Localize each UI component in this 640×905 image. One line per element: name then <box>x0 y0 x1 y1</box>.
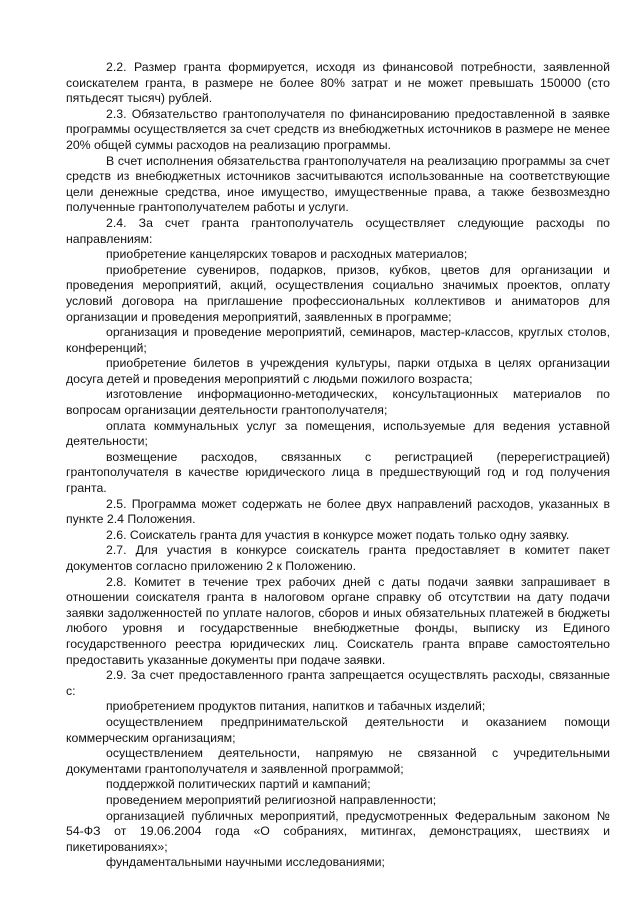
paragraph-2-5: 2.5. Программа может содержать не более двух направлений расходов, указанных в пункте 2.4 Положения. <box>66 496 610 527</box>
list-item-public-events: организацией публичных мероприятий, предусмотренных Федеральным законом № 54-ФЗ от 19.06.2004 года «О собраниях, митингах, демонстрациях, шествиях и пикетированиях»; <box>66 808 610 854</box>
document-page <box>66 60 610 871</box>
paragraph-2-2: 2.2. Размер гранта формируется, исходя из финансовой потребности, заявленной соискателем гранта, в размере не более 80% затрат и не может превышать 150000 (сто пятьдесят тысяч) рублей. <box>66 60 610 106</box>
paragraph-2-4: 2.4. За счет гранта грантополучатель осуществляет следующие расходы по направлениям: <box>66 215 610 246</box>
paragraph-2-6: 2.6. Соискатель гранта для участия в конкурсе может подать только одну заявку. <box>106 527 570 542</box>
list-item-political: поддержкой политических партий и кампаний; <box>106 777 371 792</box>
paragraph-2-9: 2.9. За счет предоставленного гранта запрещается осуществлять расходы, связанные с: <box>66 668 610 698</box>
list-item-events: организация и проведение мероприятий, семинаров, мастер-классов, круглых столов, конференций; <box>66 325 610 355</box>
list-item-souvenirs: приобретение сувениров, подарков, призов, кубков, цветов для организации и проведения мероприятий, акций, осуществления социально значимых проектов, оплату условий договора на приглашение профессиональных коллективов и аниматоров для организации и проведения мероприятий, заявленных в программе; <box>66 262 610 324</box>
list-item-registration: возмещение расходов, связанных с регистрацией (перерегистрацией) грантополучателя в качестве юридического лица в предшествующий год и год получения гранта. <box>66 449 610 496</box>
paragraph-2-3: 2.3. Обязательство грантополучателя по финансированию предоставленной в заявке программы осуществляется за счет средств из внебюджетных источников в размере не менее 20% общей суммы расходов на реализацию программы. <box>66 106 610 152</box>
list-item-business: осуществлением предпринимательской деятельности и оказанием помощи коммерческим организациям; <box>66 714 610 745</box>
list-item-tickets: приобретение билетов в учреждения культуры, парки отдыха в целях организации досуга детей и проведения мероприятий с людьми пожилого возраста; <box>66 356 610 386</box>
list-item-unrelated-activity: осуществлением деятельности, напрямую не связанной с учредительными документами грантополучателя и заявленной программой; <box>66 746 610 776</box>
list-item-food: приобретением продуктов питания, напитков и табачных изделий; <box>106 699 486 714</box>
paragraph-2-7: 2.7. Для участия в конкурсе соискатель гранта предоставляет в комитет пакет документов согласно приложению 2 к Положению. <box>66 543 610 573</box>
list-item-research: фундаментальными научными исследованиями; <box>106 855 385 870</box>
list-item-materials: изготовление информационно-методических, консультационных материалов по вопросам организации деятельности грантополучателя; <box>66 387 610 418</box>
list-item-stationery: приобретение канцелярских товаров и расходных материалов; <box>106 247 468 262</box>
paragraph-obligation-fulfilment: В счет исполнения обязательства грантополучателя на реализацию программы за счет средств из внебюджетных источников засчитываются использованные на соответствующие цели денежные средства, иное имущество, имущественные права, а также безвозмездно полученные грантополучателем работы и услуги. <box>66 153 610 215</box>
paragraph-2-8: 2.8. Комитет в течение трех рабочих дней с даты подачи заявки запрашивает в отношении соискателя гранта в налоговом органе справку об отсутствии на дату подачи заявки задолженностей по уплате налогов, сборов и иных обязательных платежей в бюджеты любого уровня и государственные внебюджетные фонды, выписку из Единого государственного реестра юридических лиц. Соискатель гранта вправе самостоятельно предоставить указанные документы при подаче заявки. <box>66 574 610 667</box>
list-item-religious: проведением мероприятий религиозной направленности; <box>106 792 437 807</box>
list-item-utilities: оплата коммунальных услуг за помещения, используемые для ведения уставной деятельности; <box>66 418 610 449</box>
